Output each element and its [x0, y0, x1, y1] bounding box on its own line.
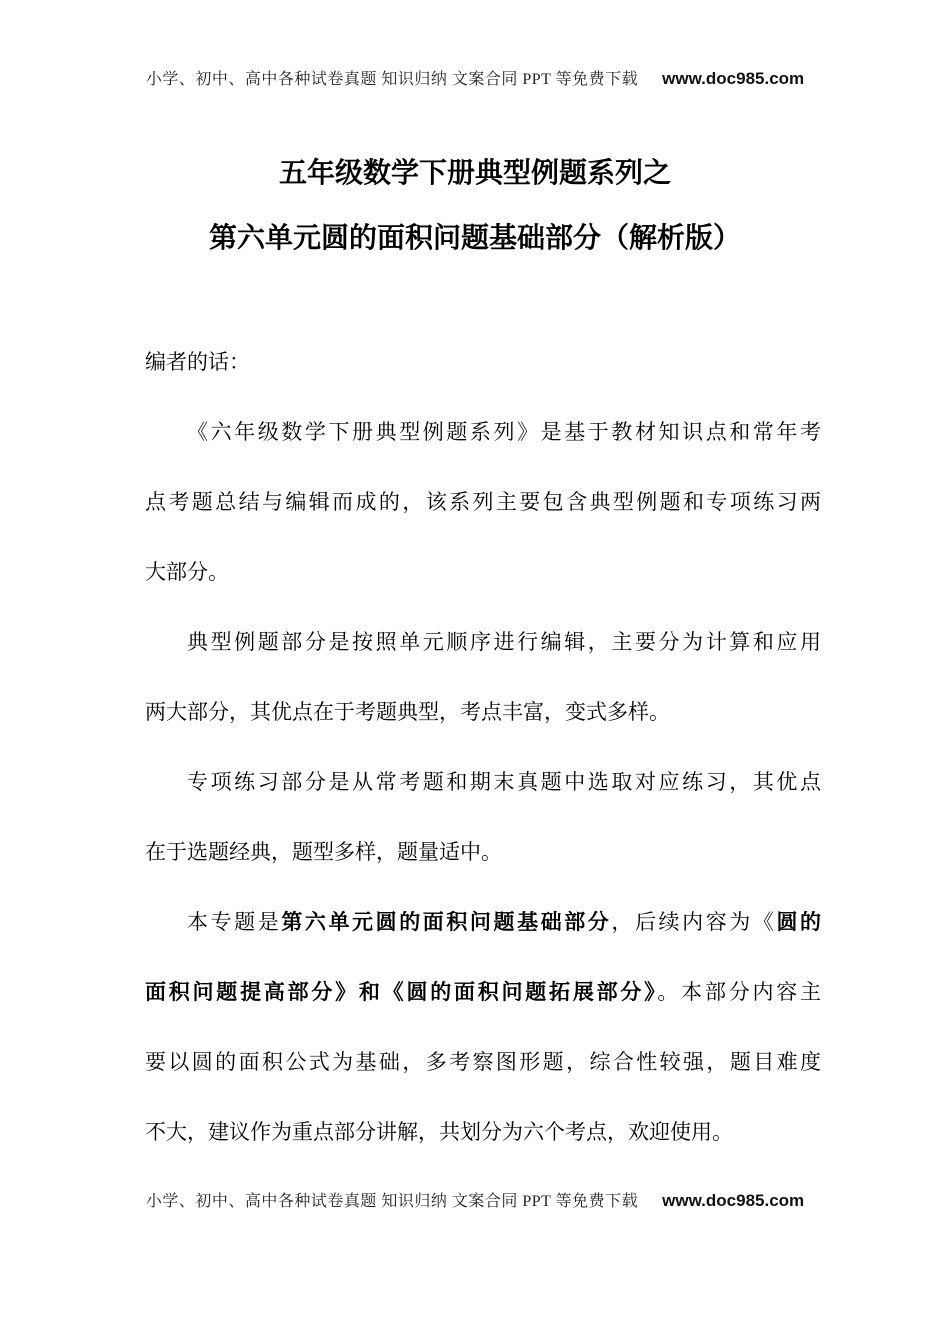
document-body	[145, 328, 821, 1168]
document-title-line1: 五年级数学下册典型例题系列之	[278, 157, 671, 188]
footer-site-url: www.doc985.com	[662, 1191, 805, 1210]
body-line: 在于选题经典，题型多样，题量适中。	[145, 841, 502, 864]
body-line: 两大部分，其优点在于考题典型，考点丰富，变式多样。	[145, 701, 670, 724]
paragraph-topic-description	[145, 888, 821, 1168]
paragraph-series-intro	[145, 398, 821, 608]
header-site-url: www.doc985.com	[662, 69, 805, 88]
body-segment-bold: 圆的	[776, 911, 822, 934]
page-footer	[0, 1188, 950, 1211]
body-segment: 本专题是	[187, 911, 282, 934]
page-header	[0, 66, 950, 89]
body-line: 典型例题部分是按照单元顺序进行编辑，主要分为计算和应用	[187, 631, 821, 654]
body-line	[145, 958, 821, 1028]
body-segment: ，后续内容为《	[611, 911, 777, 934]
document-title	[0, 140, 950, 270]
body-line: 不大，建议作为重点部分讲解，共划分为六个考点，欢迎使用。	[145, 1121, 733, 1144]
body-segment: 。本部分内容主	[657, 981, 822, 1004]
body-segment-bold: 面积问题提高部分》和《圆的面积问题拓展部分》	[145, 981, 658, 1004]
paragraph-special-practice	[145, 748, 821, 888]
body-line	[145, 888, 821, 958]
body-segment-bold: 第六单元圆的面积问题基础部分	[281, 911, 612, 934]
header-promo-text: 小学、初中、高中各种试卷真题 知识归纳 文案合同 PPT 等免费下载	[145, 71, 639, 88]
body-line: 大部分。	[145, 561, 229, 584]
body-line: 点考题总结与编辑而成的，该系列主要包含典型例题和专项练习两	[145, 491, 821, 514]
footer-promo-text: 小学、初中、高中各种试卷真题 知识归纳 文案合同 PPT 等免费下载	[145, 1193, 639, 1210]
paragraph-typical-examples	[145, 608, 821, 748]
document-title-line2: 第六单元圆的面积问题基础部分（解析版）	[208, 222, 741, 253]
body-line: 专项练习部分是从常考题和期末真题中选取对应练习，其优点	[187, 771, 821, 794]
body-line: 《六年级数学下册典型例题系列》是基于教材知识点和常年考	[187, 421, 821, 444]
editor-note-heading: 编者的话：	[145, 351, 250, 374]
body-line: 要以圆的面积公式为基础，多考察图形题，综合性较强，题目难度	[145, 1051, 821, 1074]
